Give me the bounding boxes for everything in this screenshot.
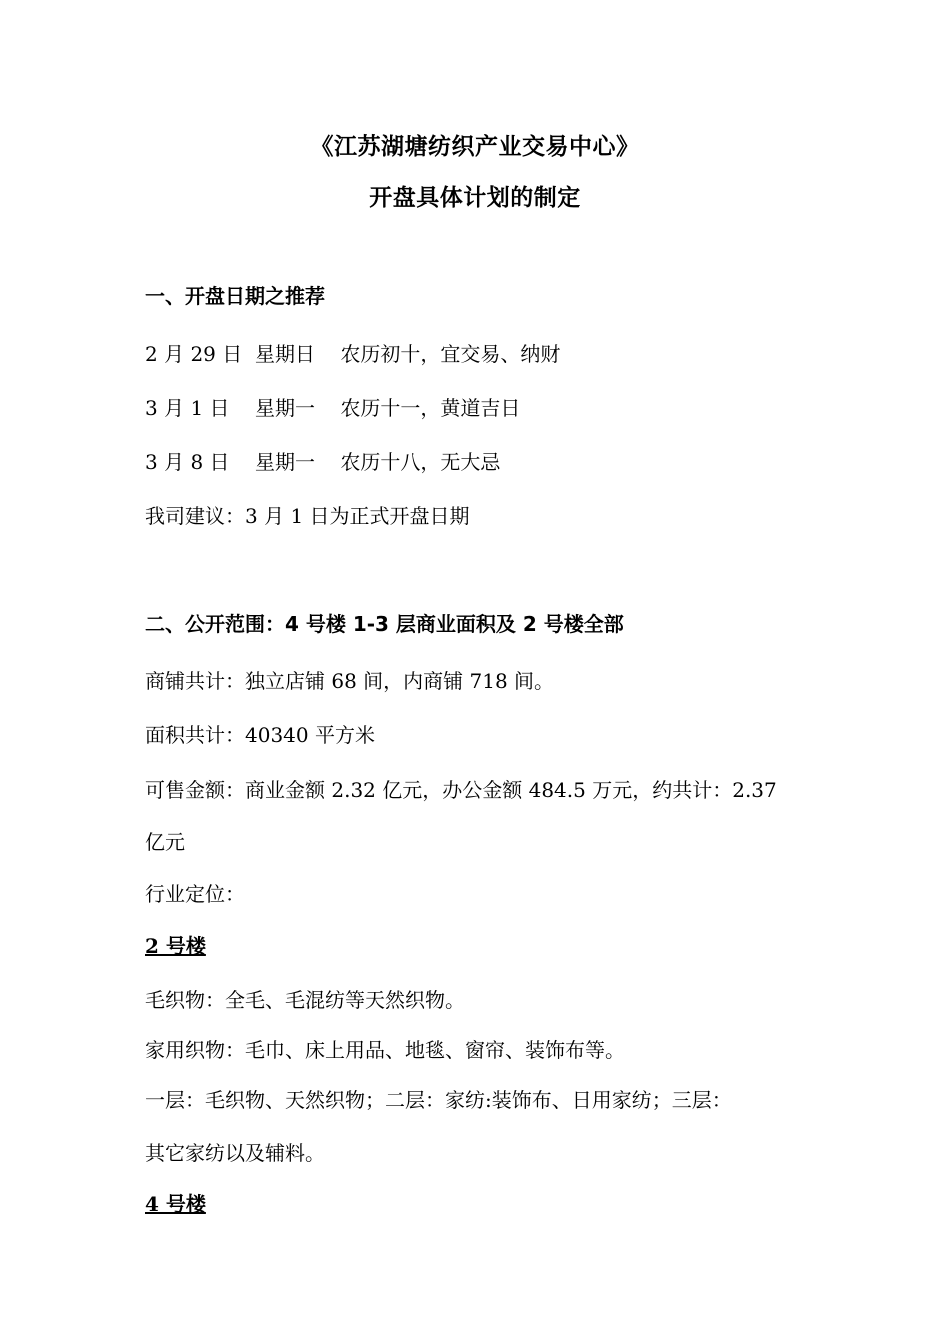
building-2-label: 2 号楼 — [145, 934, 206, 958]
industry-positioning-label: 行业定位： — [145, 882, 245, 906]
document-title: 《江苏湖塘纺织产业交易中心》 — [310, 134, 640, 160]
recommendation-line: 我司建议：3 月 1 日为正式开盘日期 — [145, 504, 470, 528]
building-2-line: 家用织物：毛巾、床上用品、地毯、窗帘、装饰布等。 — [145, 1038, 625, 1062]
building-2-line: 一层：毛织物、天然织物；二层：家纺:装饰布、日用家纺；三层： — [145, 1088, 732, 1112]
building-2-line: 其它家纺以及辅料。 — [145, 1141, 325, 1165]
area-total-line: 面积共计：40340 平方米 — [145, 723, 375, 747]
date-option-line: 3 月 8 日 星期一 农历十八，无大忌 — [145, 450, 501, 474]
section-heading-scope: 二、公开范围：4 号楼 1-3 层商业面积及 2 号楼全部 — [145, 612, 624, 636]
date-option-line: 2 月 29 日 星期日 农历初十，宜交易、纳财 — [145, 342, 561, 366]
date-option-line: 3 月 1 日 星期一 农历十一，黄道吉日 — [145, 396, 521, 420]
section-heading-opening-date: 一、开盘日期之推荐 — [145, 284, 325, 308]
shop-count-line: 商铺共计：独立店铺 68 间，内商铺 718 间。 — [145, 669, 555, 693]
sales-amount-line-cont: 亿元 — [145, 830, 185, 854]
sales-amount-line: 可售金额：商业金额 2.32 亿元，办公金额 484.5 万元，约共计：2.37 — [145, 778, 777, 802]
building-2-line: 毛织物：全毛、毛混纺等天然织物。 — [145, 988, 465, 1012]
building-4-label: 4 号楼 — [145, 1192, 206, 1216]
document-subtitle: 开盘具体计划的制定 — [369, 185, 581, 211]
